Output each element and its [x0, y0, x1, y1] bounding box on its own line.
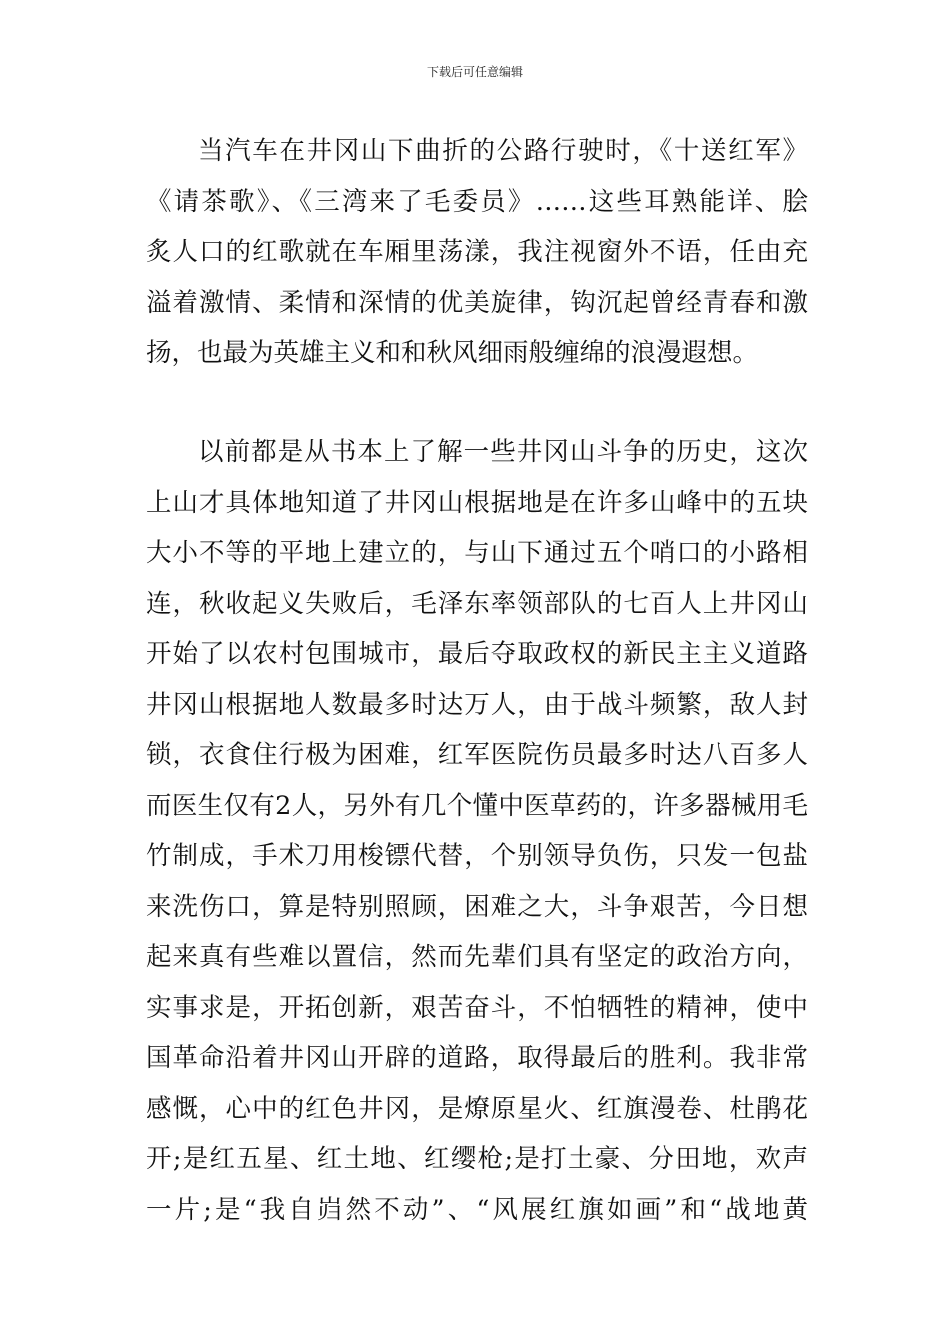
paragraph-2: [146, 427, 808, 1235]
paragraph-line: 而医生仅有2人，另外有几个懂中医草药的，许多器械用毛: [146, 790, 808, 821]
paragraph-line: 当汽车在井冈山下曲折的公路行驶时，《十送红军》: [198, 136, 808, 166]
paragraph-line: 竹制成，手术刀用梭镖代替，个别领导负伤，只发一包盐: [146, 841, 808, 871]
paragraph-line: 上山才具体地知道了井冈山根据地是在许多山峰中的五块: [146, 487, 808, 518]
paragraph-line: 《请茶歌》、《三湾来了毛委员》……这些耳熟能详、脍: [146, 186, 808, 217]
paragraph-line: 开始了以农村包围城市，最后夺取政权的新民主主义道路: [146, 639, 808, 669]
paragraph-line: 感慨，心中的红色井冈，是燎原星火、红旗漫卷、杜鹃花: [146, 1093, 808, 1124]
paragraph-line: 炙人口的红歌就在车厢里荡漾，我注视窗外不语，任由充: [146, 237, 808, 267]
header-note: 下载后可任意编辑: [426, 65, 523, 79]
paragraph-line: 扬，也最为英雄主义和和秋风细雨般缠绵的浪漫遐想。: [146, 338, 759, 368]
paragraph-line: 连，秋收起义失败后，毛泽东率领部队的七百人上井冈山: [146, 588, 808, 619]
paragraph-line: 以前都是从书本上了解一些井冈山斗争的历史，这次: [198, 437, 808, 467]
paragraph-line: 实事求是，开拓创新，艰苦奋斗，不怕牺牲的精神，使中: [146, 992, 808, 1023]
paragraph-line: 起来真有些难以置信，然而先辈们具有坚定的政治方向，: [146, 942, 808, 972]
paragraph-line: 锁，衣食住行极为困难，红军医院伤员最多时达八百多人: [146, 740, 808, 770]
paragraph-line: 开;是红五星、红土地、红缨枪;是打土豪、分田地，欢声: [146, 1144, 808, 1174]
paragraph-1: [146, 126, 808, 379]
paragraph-line: 来洗伤口，算是特别照顾，困难之大，斗争艰苦，今日想: [146, 891, 808, 922]
paragraph-line: 井冈山根据地人数最多时达万人，由于战斗频繁，敌人封: [146, 689, 808, 720]
paragraph-line: 一片;是“我自岿然不动”、“风展红旗如画”和“战地黄: [146, 1194, 808, 1225]
paragraph-line: 溢着激情、柔情和深情的优美旋律，钩沉起曾经青春和激: [146, 287, 808, 318]
paragraph-line: 国革命沿着井冈山开辟的道路，取得最后的胜利。我非常: [146, 1043, 808, 1073]
paragraph-line: 大小不等的平地上建立的，与山下通过五个哨口的小路相: [146, 538, 808, 568]
